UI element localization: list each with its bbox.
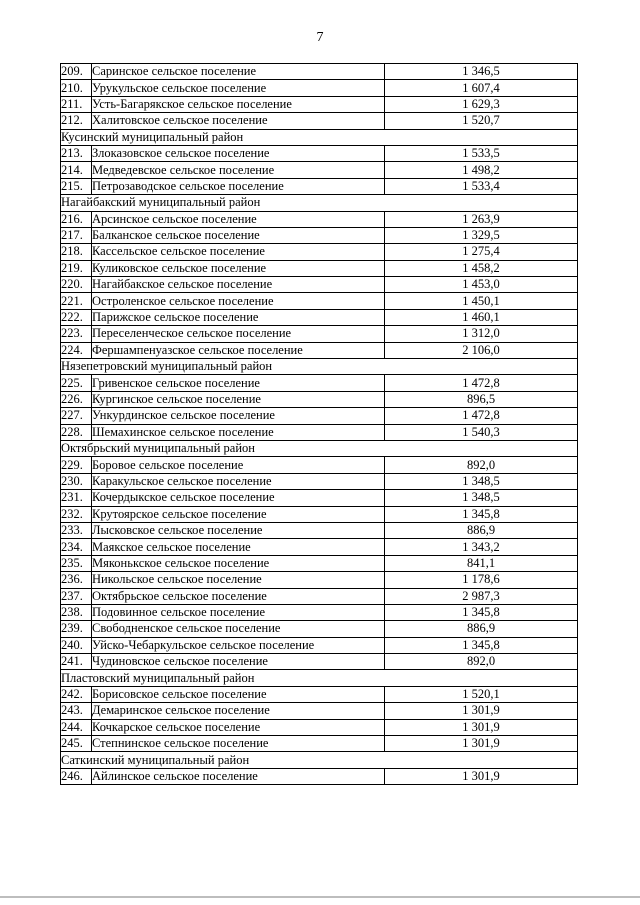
row-number: 214.: [61, 162, 92, 178]
district-row: [61, 195, 578, 211]
amount-value: 2 987,3: [385, 588, 578, 604]
amount-value: 1 540,3: [385, 424, 578, 440]
row-number: 231.: [61, 490, 92, 506]
row-number: 219.: [61, 260, 92, 276]
settlement-name: Куликовское сельское поселение: [92, 260, 385, 276]
settlement-name: Петрозаводское сельское поселение: [92, 178, 385, 194]
table-row: [61, 227, 578, 243]
amount-value: 1 498,2: [385, 162, 578, 178]
row-number: 213.: [61, 145, 92, 161]
row-number: 240.: [61, 637, 92, 653]
amount-value: 1 453,0: [385, 277, 578, 293]
row-number: 229.: [61, 457, 92, 473]
table-row: [61, 244, 578, 260]
row-number: 241.: [61, 654, 92, 670]
row-number: 226.: [61, 391, 92, 407]
table-row: [61, 490, 578, 506]
amount-value: 896,5: [385, 391, 578, 407]
table-row: [61, 96, 578, 112]
settlement-name: Нагайбакское сельское поселение: [92, 277, 385, 293]
table-row: [61, 506, 578, 522]
table-row: [61, 408, 578, 424]
district-row: [61, 670, 578, 686]
settlement-name: Кассельское сельское поселение: [92, 244, 385, 260]
amount-value: 1 301,9: [385, 719, 578, 735]
table-row: [61, 260, 578, 276]
table-row: [61, 654, 578, 670]
amount-value: 1 458,2: [385, 260, 578, 276]
amount-value: 1 345,8: [385, 637, 578, 653]
amount-value: 1 533,4: [385, 178, 578, 194]
amount-value: 1 450,1: [385, 293, 578, 309]
table-row: [61, 391, 578, 407]
table-row: [61, 326, 578, 342]
row-number: 227.: [61, 408, 92, 424]
table-row: [61, 113, 578, 129]
settlement-name: Уйско-Чебаркульское сельское поселение: [92, 637, 385, 653]
district-row: [61, 440, 578, 456]
settlement-name: Борисовское сельское поселение: [92, 686, 385, 702]
row-number: 232.: [61, 506, 92, 522]
row-number: 212.: [61, 113, 92, 129]
amount-value: 1 460,1: [385, 309, 578, 325]
settlement-name: Айлинское сельское поселение: [92, 768, 385, 784]
table-row: [61, 572, 578, 588]
row-number: 217.: [61, 227, 92, 243]
settlement-name: Шемахинское сельское поселение: [92, 424, 385, 440]
table-row: [61, 178, 578, 194]
table-row: [61, 162, 578, 178]
amount-value: 1 520,1: [385, 686, 578, 702]
settlement-name: Медведевское сельское поселение: [92, 162, 385, 178]
amount-value: 1 348,5: [385, 490, 578, 506]
allocation-table: [60, 63, 578, 785]
settlement-name: Свободненское сельское поселение: [92, 621, 385, 637]
row-number: 239.: [61, 621, 92, 637]
settlement-name: Боровое сельское поселение: [92, 457, 385, 473]
settlement-name: Чудиновское сельское поселение: [92, 654, 385, 670]
settlement-name: Маякское сельское поселение: [92, 539, 385, 555]
amount-value: 1 312,0: [385, 326, 578, 342]
row-number: 236.: [61, 572, 92, 588]
row-number: 245.: [61, 736, 92, 752]
settlement-name: Фершампенуазское сельское поселение: [92, 342, 385, 358]
amount-value: 1 263,9: [385, 211, 578, 227]
amount-value: 1 629,3: [385, 96, 578, 112]
table-row: [61, 637, 578, 653]
settlement-name: Халитовское сельское поселение: [92, 113, 385, 129]
table-row: [61, 145, 578, 161]
district-name: Саткинский муниципальный район: [61, 752, 578, 768]
settlement-name: Переселенческое сельское поселение: [92, 326, 385, 342]
amount-value: 892,0: [385, 457, 578, 473]
settlement-name: Балканское сельское поселение: [92, 227, 385, 243]
settlement-name: Усть-Багарякское сельское поселение: [92, 96, 385, 112]
row-number: 218.: [61, 244, 92, 260]
table-row: [61, 686, 578, 702]
row-number: 210.: [61, 80, 92, 96]
amount-value: 1 345,8: [385, 604, 578, 620]
settlement-name: Никольское сельское поселение: [92, 572, 385, 588]
table-row: [61, 768, 578, 784]
district-row: [61, 359, 578, 375]
page-number: 7: [316, 30, 324, 45]
amount-value: 1 329,5: [385, 227, 578, 243]
amount-value: 1 607,4: [385, 80, 578, 96]
settlement-name: Степнинское сельское поселение: [92, 736, 385, 752]
table-row: [61, 293, 578, 309]
table-row: [61, 277, 578, 293]
row-number: 223.: [61, 326, 92, 342]
table-row: [61, 719, 578, 735]
settlement-name: Кочердыкское сельское поселение: [92, 490, 385, 506]
row-number: 215.: [61, 178, 92, 194]
table-row: [61, 211, 578, 227]
amount-value: 1 472,8: [385, 408, 578, 424]
district-name: Пластовский муниципальный район: [61, 670, 578, 686]
settlement-name: Саринское сельское поселение: [92, 64, 385, 80]
row-number: 211.: [61, 96, 92, 112]
settlement-name: Арсинское сельское поселение: [92, 211, 385, 227]
settlement-name: Парижское сельское поселение: [92, 309, 385, 325]
row-number: 216.: [61, 211, 92, 227]
district-name: Октябрьский муниципальный район: [61, 440, 578, 456]
table-row: [61, 588, 578, 604]
amount-value: 1 178,6: [385, 572, 578, 588]
row-number: 220.: [61, 277, 92, 293]
settlement-name: Октябрьское сельское поселение: [92, 588, 385, 604]
amount-value: 892,0: [385, 654, 578, 670]
district-name: Нагайбакский муниципальный район: [61, 195, 578, 211]
table-row: [61, 424, 578, 440]
amount-value: 1 301,9: [385, 768, 578, 784]
table-row: [61, 736, 578, 752]
amount-value: 2 106,0: [385, 342, 578, 358]
settlement-name: Подовинное сельское поселение: [92, 604, 385, 620]
row-number: 234.: [61, 539, 92, 555]
amount-value: 1 343,2: [385, 539, 578, 555]
row-number: 237.: [61, 588, 92, 604]
allocation-table-body: [61, 64, 578, 785]
settlement-name: Крутоярское сельское поселение: [92, 506, 385, 522]
amount-value: 1 275,4: [385, 244, 578, 260]
table-row: [61, 375, 578, 391]
row-number: 246.: [61, 768, 92, 784]
amount-value: 1 301,9: [385, 703, 578, 719]
settlement-name: Кургинское сельское поселение: [92, 391, 385, 407]
row-number: 222.: [61, 309, 92, 325]
settlement-name: Остроленское сельское поселение: [92, 293, 385, 309]
row-number: 209.: [61, 64, 92, 80]
settlement-name: Урукульское сельское поселение: [92, 80, 385, 96]
table-row: [61, 522, 578, 538]
amount-value: 886,9: [385, 522, 578, 538]
settlement-name: Кочкарское сельское поселение: [92, 719, 385, 735]
amount-value: 841,1: [385, 555, 578, 571]
district-name: Кусинский муниципальный район: [61, 129, 578, 145]
settlement-name: Ункурдинское сельское поселение: [92, 408, 385, 424]
settlement-name: Злоказовское сельское поселение: [92, 145, 385, 161]
row-number: 235.: [61, 555, 92, 571]
row-number: 244.: [61, 719, 92, 735]
table-row: [61, 473, 578, 489]
row-number: 221.: [61, 293, 92, 309]
amount-value: 1 345,8: [385, 506, 578, 522]
amount-value: 1 348,5: [385, 473, 578, 489]
table-row: [61, 64, 578, 80]
amount-value: 1 472,8: [385, 375, 578, 391]
settlement-name: Демаринское сельское поселение: [92, 703, 385, 719]
row-number: 224.: [61, 342, 92, 358]
district-name: Нязепетровский муниципальный район: [61, 359, 578, 375]
table-row: [61, 604, 578, 620]
district-row: [61, 752, 578, 768]
table-row: [61, 703, 578, 719]
page-bottom-edge: [0, 896, 640, 898]
table-row: [61, 621, 578, 637]
amount-value: 1 520,7: [385, 113, 578, 129]
amount-value: 1 301,9: [385, 736, 578, 752]
district-row: [61, 129, 578, 145]
row-number: 238.: [61, 604, 92, 620]
row-number: 225.: [61, 375, 92, 391]
settlement-name: Мяконькское сельское поселение: [92, 555, 385, 571]
table-row: [61, 555, 578, 571]
settlement-name: Гривенское сельское поселение: [92, 375, 385, 391]
settlement-name: Каракульское сельское поселение: [92, 473, 385, 489]
table-row: [61, 539, 578, 555]
amount-value: 1 346,5: [385, 64, 578, 80]
row-number: 230.: [61, 473, 92, 489]
row-number: 233.: [61, 522, 92, 538]
row-number: 228.: [61, 424, 92, 440]
table-row: [61, 457, 578, 473]
settlement-name: Лысковское сельское поселение: [92, 522, 385, 538]
table-row: [61, 309, 578, 325]
amount-value: 1 533,5: [385, 145, 578, 161]
row-number: 242.: [61, 686, 92, 702]
table-row: [61, 342, 578, 358]
amount-value: 886,9: [385, 621, 578, 637]
table-row: [61, 80, 578, 96]
row-number: 243.: [61, 703, 92, 719]
